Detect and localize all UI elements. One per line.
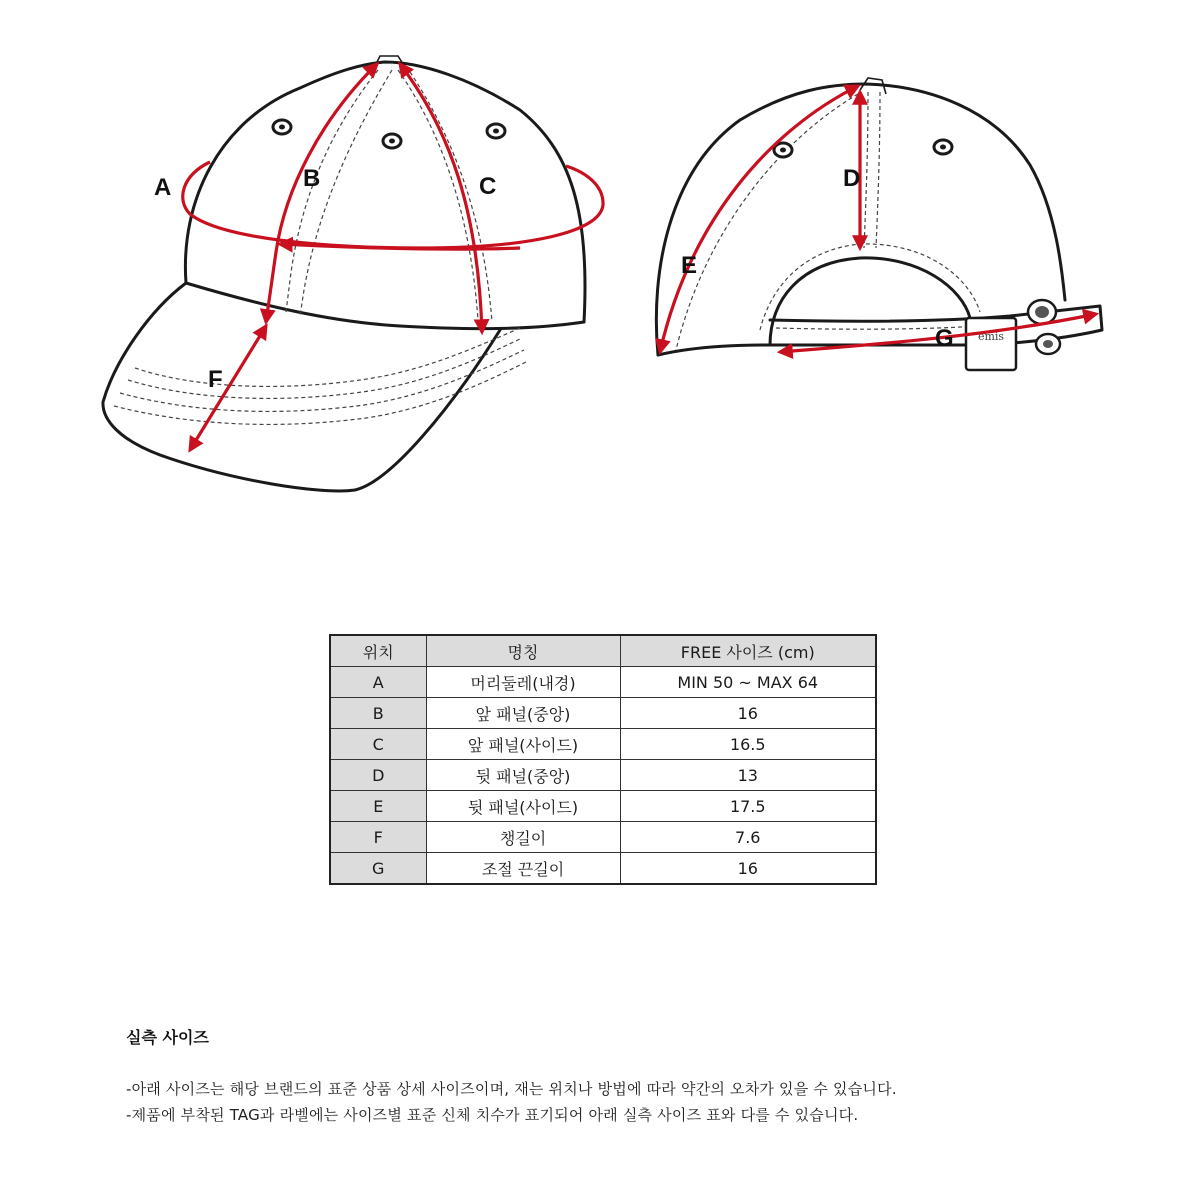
table-row xyxy=(330,667,876,698)
label-c: C xyxy=(479,173,497,200)
table-row xyxy=(330,698,876,729)
header-free-size: FREE 사이즈 (cm) xyxy=(620,635,876,667)
cell-size: 17.5 xyxy=(620,791,876,822)
table-row xyxy=(330,791,876,822)
cell-size: 7.6 xyxy=(620,822,876,853)
cell-position: G xyxy=(330,853,426,885)
label-d: D xyxy=(843,165,861,192)
cell-position: D xyxy=(330,760,426,791)
table-row xyxy=(330,853,876,885)
cell-position: F xyxy=(330,822,426,853)
cell-name: 앞 패널(사이드) xyxy=(426,729,620,760)
cell-position: C xyxy=(330,729,426,760)
header-position: 위치 xyxy=(330,635,426,667)
table-row xyxy=(330,760,876,791)
cell-name: 뒷 패널(사이드) xyxy=(426,791,620,822)
cell-size: 13 xyxy=(620,760,876,791)
table-row xyxy=(330,822,876,853)
cell-name: 챙길이 xyxy=(426,822,620,853)
note-line: -제품에 부착된 TAG과 라벨에는 사이즈별 표준 신체 치수가 표기되어 아래 실측 사이즈 표와 다를 수 있습니다. xyxy=(126,1106,859,1124)
table-row xyxy=(330,729,876,760)
notes-title: 실측 사이즈 xyxy=(126,1028,209,1047)
cell-size: 16 xyxy=(620,853,876,885)
label-g: G xyxy=(935,325,954,352)
cell-size: MIN 50 ~ MAX 64 xyxy=(620,667,876,698)
label-e: E xyxy=(681,252,698,279)
strap-logo: emis xyxy=(977,330,1005,343)
table-header-row xyxy=(330,635,876,667)
size-table xyxy=(329,634,877,885)
cap-measurement-diagram xyxy=(0,0,1200,520)
cell-position: A xyxy=(330,667,426,698)
cell-name: 뒷 패널(중앙) xyxy=(426,760,620,791)
label-a: A xyxy=(154,174,172,201)
cell-name: 앞 패널(중앙) xyxy=(426,698,620,729)
cell-position: B xyxy=(330,698,426,729)
cell-size: 16 xyxy=(620,698,876,729)
front-cap-drawing xyxy=(103,56,585,491)
header-name: 명칭 xyxy=(426,635,620,667)
cell-size: 16.5 xyxy=(620,729,876,760)
label-b: B xyxy=(303,165,321,192)
measurement-notes xyxy=(126,1025,1126,1130)
cell-name: 조절 끈길이 xyxy=(426,853,620,885)
note-line: -아래 사이즈는 해당 브랜드의 표준 상품 상세 사이즈이며, 재는 위치나 방법에 따라 약간의 오차가 있을 수 있습니다. xyxy=(126,1080,897,1098)
label-f: F xyxy=(208,366,223,393)
cell-name: 머리둘레(내경) xyxy=(426,667,620,698)
cell-position: E xyxy=(330,791,426,822)
